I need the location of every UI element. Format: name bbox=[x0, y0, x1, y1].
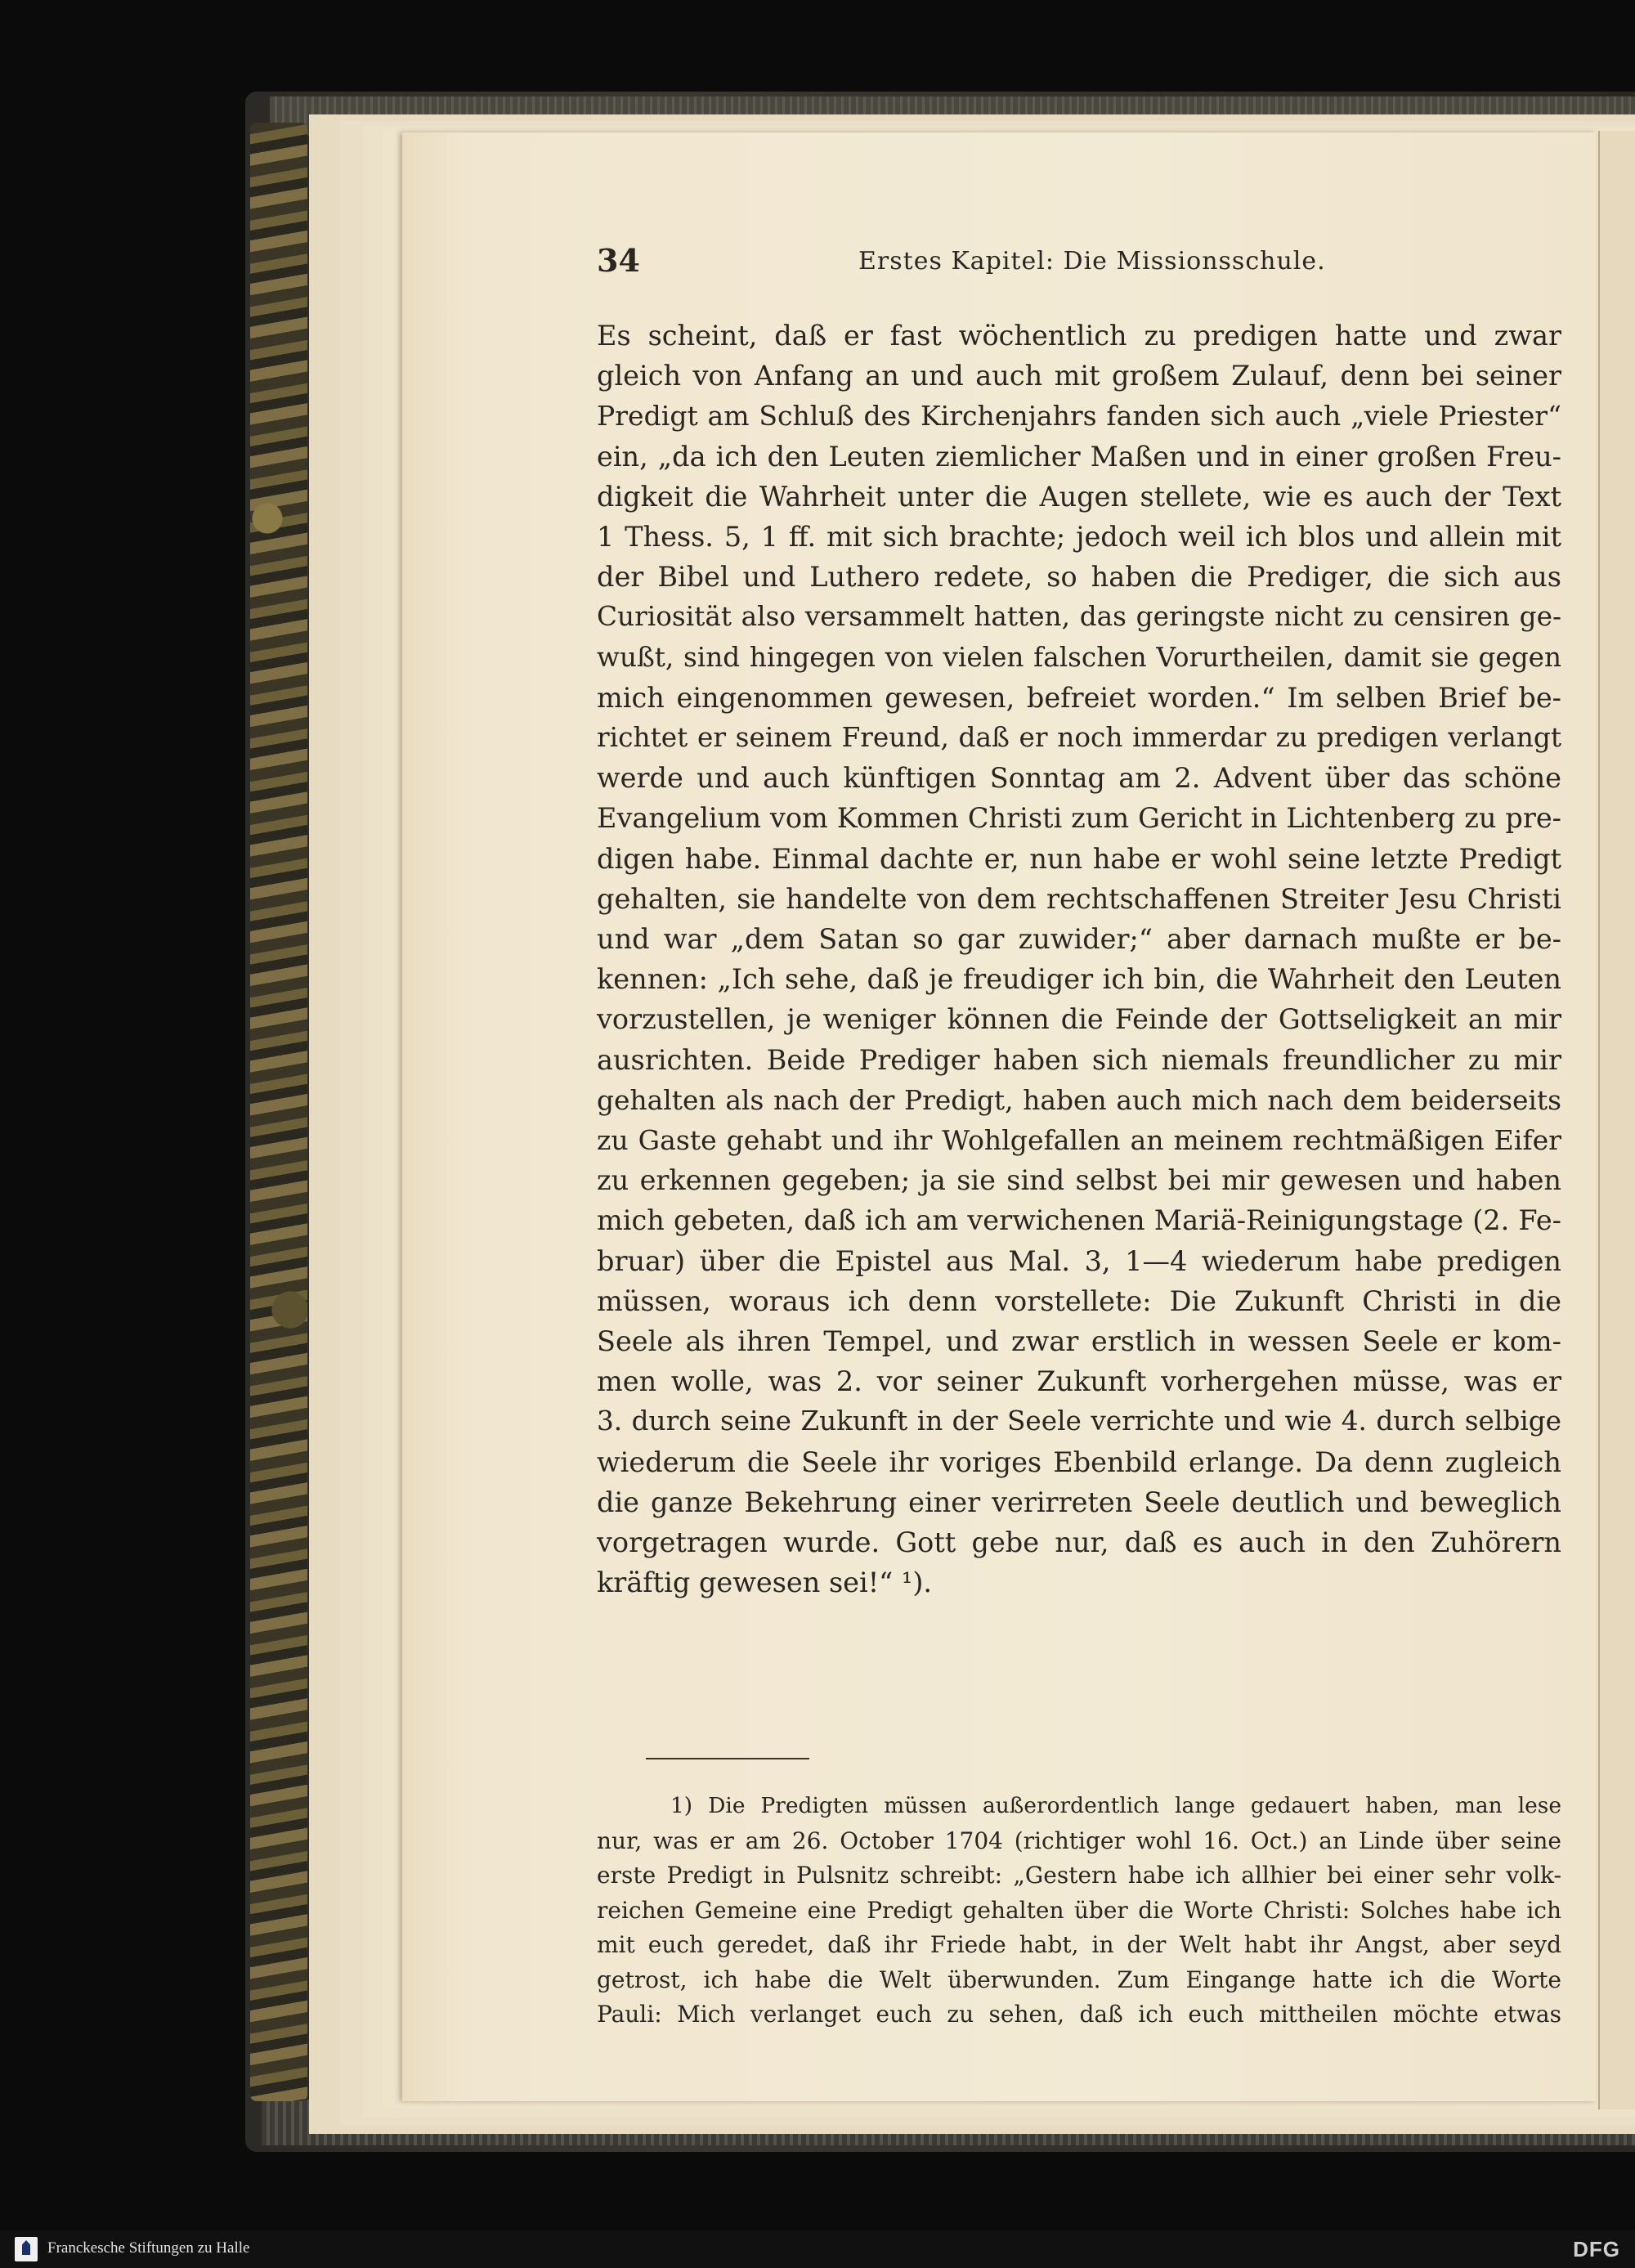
page-number: 34 bbox=[597, 242, 640, 279]
text-line: bruar) über die Epistel aus Mal. 3, 1—4 wiederum habe predigen bbox=[597, 1244, 1561, 1277]
facing-page-edge bbox=[1598, 131, 1635, 2109]
footnote-line: getrost, ich habe die Welt überwunden. Zum Eingange hatte ich die Worte bbox=[597, 1965, 1561, 1993]
dfg-logo[interactable]: DFG bbox=[1573, 2237, 1620, 2261]
text-line: die ganze Bekehrung einer verirreten Seele deutlich und beweglich bbox=[597, 1486, 1561, 1518]
footnote-line: 1) Die Predigten müssen außerordentlich lange gedauert haben, man lese bbox=[670, 1793, 1561, 1818]
footnote-separator bbox=[646, 1758, 809, 1759]
text-line: gleich von Anfang an und auch mit großem Zulauf, denn bei seiner bbox=[597, 360, 1561, 392]
running-head: Erstes Kapitel: Die Missionsschule. bbox=[858, 247, 1326, 276]
footnote-line: mit euch geredet, daß ihr Friede habt, in der Welt habt ihr Angst, aber seyd bbox=[597, 1931, 1561, 1958]
book-page bbox=[402, 132, 1596, 2101]
footnote-line: nur, was er am 26. October 1704 (richtiger wohl 16. Oct.) an Linde über seine bbox=[597, 1827, 1561, 1854]
text-line: vorgetragen wurde. Gott gebe nur, daß es auch in den Zuhörern bbox=[597, 1526, 1561, 1559]
text-line: Seele als ihren Tempel, und zwar erstlich in wessen Seele er kom- bbox=[597, 1325, 1561, 1358]
text-line: 3. durch seine Zukunft in der Seele verrichte und wie 4. durch selbige bbox=[597, 1405, 1561, 1437]
footnote-line: Pauli: Mich verlanget euch zu sehen, daß ich euch mittheilen möchte etwas bbox=[597, 2001, 1561, 2028]
institution-name[interactable]: Franckesche Stiftungen zu Halle bbox=[47, 2239, 250, 2257]
text-line: mich gebeten, daß ich am verwichenen Mariä-Reinigungstage (2. Fe- bbox=[597, 1204, 1561, 1237]
page-header bbox=[597, 242, 1561, 291]
text-line: ein, „da ich den Leuten ziemlicher Maßen und in einer großen Freu- bbox=[597, 440, 1561, 473]
text-line: vorzustellen, je weniger können die Feinde der Gottseligkeit an mir bbox=[597, 1003, 1561, 1036]
text-line: gehalten als nach der Predigt, haben auch mich nach dem beiderseits bbox=[597, 1083, 1561, 1116]
text-line: wußt, sind hingegen von vielen falschen Vorurtheilen, damit sie gegen bbox=[597, 641, 1561, 673]
text-line: und war „dem Satan so gar zuwider;“ aber darnach mußte er be- bbox=[597, 923, 1561, 956]
text-line: Es scheint, daß er fast wöchentlich zu predigen hatte und zwar bbox=[597, 320, 1561, 352]
text-line: Predigt am Schluß des Kirchenjahrs fanden sich auch „viele Priester“ bbox=[597, 400, 1561, 433]
text-line: men wolle, was 2. vor seiner Zukunft vorhergehen müsse, was er bbox=[597, 1365, 1561, 1398]
marbled-cover-edge bbox=[250, 123, 307, 2101]
text-line: richtet er seinem Freund, daß er noch immerdar zu predigen verlangt bbox=[597, 722, 1561, 754]
text-line: werde und auch künftigen Sonntag am 2. Advent über das schöne bbox=[597, 762, 1561, 795]
text-line: müssen, woraus ich denn vorstellete: Die Zukunft Christi in die bbox=[597, 1284, 1561, 1317]
text-line: Evangelium vom Kommen Christi zum Gericht in Lichtenberg zu pre- bbox=[597, 802, 1561, 835]
text-line: gehalten, sie handelte von dem rechtschaffenen Streiter Jesu Christi bbox=[597, 882, 1561, 915]
body-text bbox=[597, 316, 1561, 1603]
text-line: digen habe. Einmal dachte er, nun habe er wohl seine letzte Predigt bbox=[597, 842, 1561, 875]
text-line: zu erkennen gegeben; ja sie sind selbst bei mir gewesen und haben bbox=[597, 1164, 1561, 1197]
text-line: wiederum die Seele ihr voriges Ebenbild erlange. Da denn zugleich bbox=[597, 1446, 1561, 1478]
text-line: der Bibel und Luthero redete, so haben die Prediger, die sich aus bbox=[597, 561, 1561, 594]
text-line: digkeit die Wahrheit unter die Augen stellete, wie es auch der Text bbox=[597, 480, 1561, 513]
footnote-line: erste Predigt in Pulsnitz schreibt: „Gestern habe ich allhier bei einer sehr volk- bbox=[597, 1862, 1561, 1889]
text-line: ausrichten. Beide Prediger haben sich niemals freundlicher zu mir bbox=[597, 1043, 1561, 1076]
footnote-line: reichen Gemeine eine Predigt gehalten über die Worte Christi: Solches habe ich bbox=[597, 1896, 1561, 1924]
institution-logo-icon[interactable] bbox=[15, 2237, 38, 2261]
text-line: 1 Thess. 5, 1 ff. mit sich brachte; jedoch weil ich blos und allein mit bbox=[597, 521, 1561, 554]
footnote bbox=[597, 1789, 1561, 2033]
text-line: kennen: „Ich sehe, daß je freudiger ich bin, die Wahrheit den Leuten bbox=[597, 963, 1561, 996]
text-line: kräftig gewesen sei!“ ¹). bbox=[597, 1567, 933, 1599]
text-line: zu Gaste gehabt und ihr Wohlgefallen an meinem rechtmäßigen Eifer bbox=[597, 1124, 1561, 1157]
text-line: Curiosität also versammelt hatten, das geringste nicht zu censiren ge- bbox=[597, 601, 1561, 633]
footer-bar bbox=[0, 2230, 1635, 2268]
text-line: mich eingenommen gewesen, befreiet worden.“ Im selben Brief be- bbox=[597, 681, 1561, 714]
